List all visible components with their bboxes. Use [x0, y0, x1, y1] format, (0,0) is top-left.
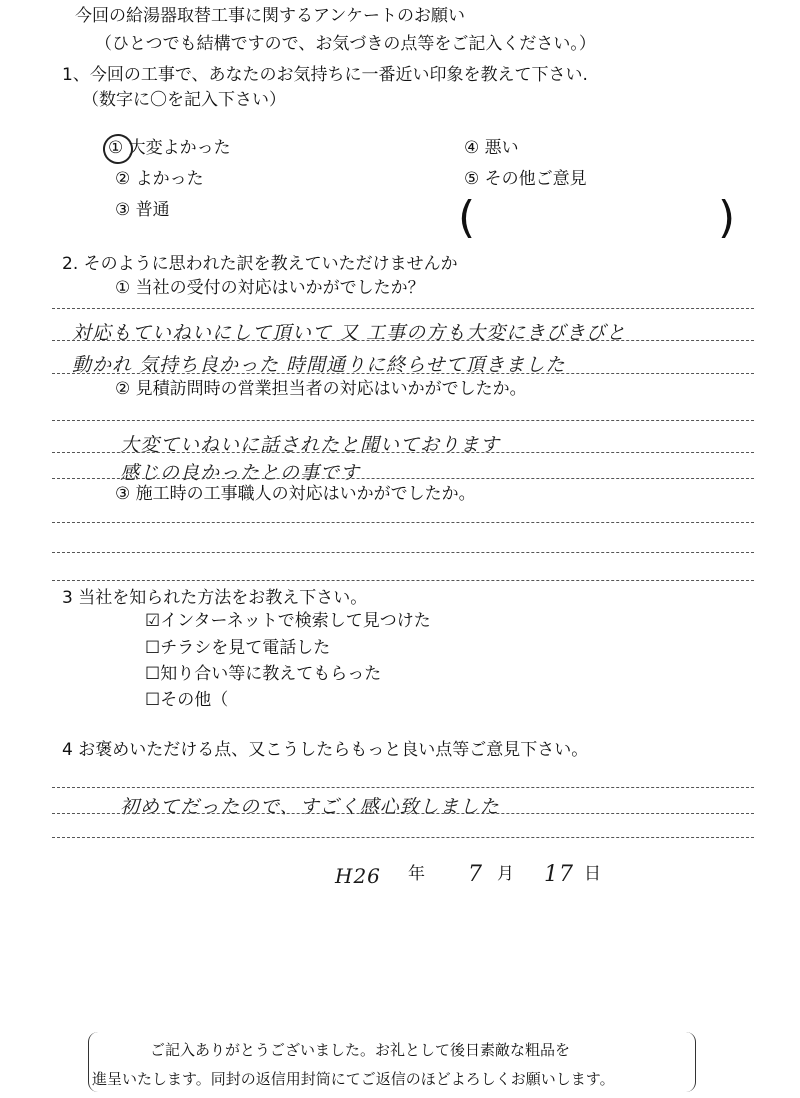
- q4-question: 4 お褒めいただける点、又こうしたらもっと良い点等ご意見下さい。: [62, 740, 589, 760]
- answer-line: [52, 420, 754, 421]
- answer-line: [52, 373, 754, 374]
- q2-answer2-line2[interactable]: 感じの良かったとの事です: [120, 462, 361, 484]
- q4-answer[interactable]: 初めてだったので、すごく感心致しました: [120, 796, 500, 818]
- answer-line: [52, 340, 754, 341]
- q1-other-paren-open: (: [458, 192, 476, 243]
- footer-line1: ご記入ありがとうございました。お礼として後日素敵な粗品を: [150, 1041, 571, 1059]
- q2-sub1: ① 当社の受付の対応はいかがでしたか？: [115, 278, 425, 298]
- q2-answer1-line2[interactable]: 動かれ 気持ち良かった 時間通りに終らせて頂きました: [72, 354, 566, 376]
- q1-question: 1、今回の工事で、あなたのお気持ちに一番近い印象を教えて下さい.: [62, 65, 588, 85]
- footer-line2: 進呈いたします。同封の返信用封筒にてご返信のほどよろしくお願いします。: [92, 1070, 615, 1088]
- answer-line: [52, 837, 754, 838]
- answer-line: [52, 813, 754, 814]
- q2-question: 2. そのように思われた訳を教えていただけませんか: [62, 254, 458, 274]
- q1-option-4[interactable]: ④ 悪い: [464, 138, 519, 158]
- date-year-label: 年: [408, 864, 425, 884]
- date-era-year[interactable]: H26: [335, 864, 381, 888]
- date-day-label: 日: [584, 864, 601, 884]
- answer-line: [52, 478, 754, 479]
- date-day[interactable]: 17: [544, 862, 574, 887]
- answer-line: [52, 787, 754, 788]
- date-month[interactable]: 7: [468, 862, 483, 887]
- q3-option-acquaintance[interactable]: ☐知り合い等に教えてもらった: [145, 664, 382, 684]
- q1-option-5[interactable]: ⑤ その他ご意見: [464, 169, 587, 189]
- q3-option-internet[interactable]: ☑インターネットで検索して見つけた: [145, 611, 431, 631]
- q1-instruction: （数字に〇を記入下さい）: [82, 90, 286, 110]
- answer-line: [52, 552, 754, 553]
- q1-option-1[interactable]: ① 大変よかった: [108, 138, 231, 158]
- q1-option-3[interactable]: ③ 普通: [115, 200, 170, 220]
- date-month-label: 月: [497, 864, 514, 884]
- answer-line: [52, 522, 754, 523]
- answer-line: [52, 452, 754, 453]
- q2-sub2: ② 見積訪問時の営業担当者の対応はいかがでしたか。: [115, 379, 527, 399]
- answer-line: [52, 580, 754, 581]
- answer-line: [52, 308, 754, 309]
- q2-sub3: ③ 施工時の工事職人の対応はいかがでしたか。: [115, 484, 476, 504]
- q1-other-paren-close: ): [718, 192, 736, 243]
- q3-question: 3 当社を知られた方法をお教え下さい。: [62, 588, 368, 608]
- survey-title: 今回の給湯器取替工事に関するアンケートのお願い: [75, 6, 465, 26]
- q2-answer2-line1[interactable]: 大変ていねいに話されたと聞いております: [120, 434, 501, 456]
- q1-option-2[interactable]: ② よかった: [115, 169, 204, 189]
- q3-option-flyer[interactable]: ☐チラシを見て電話した: [145, 638, 331, 658]
- survey-subtitle: （ひとつでも結構ですので、お気づきの点等をご記入ください。）: [95, 34, 596, 54]
- q2-answer1-line1[interactable]: 対応もていねいにして頂いて 又 工事の方も大変にきびきびと: [72, 322, 627, 344]
- q3-option-other[interactable]: ☐その他（: [145, 690, 229, 710]
